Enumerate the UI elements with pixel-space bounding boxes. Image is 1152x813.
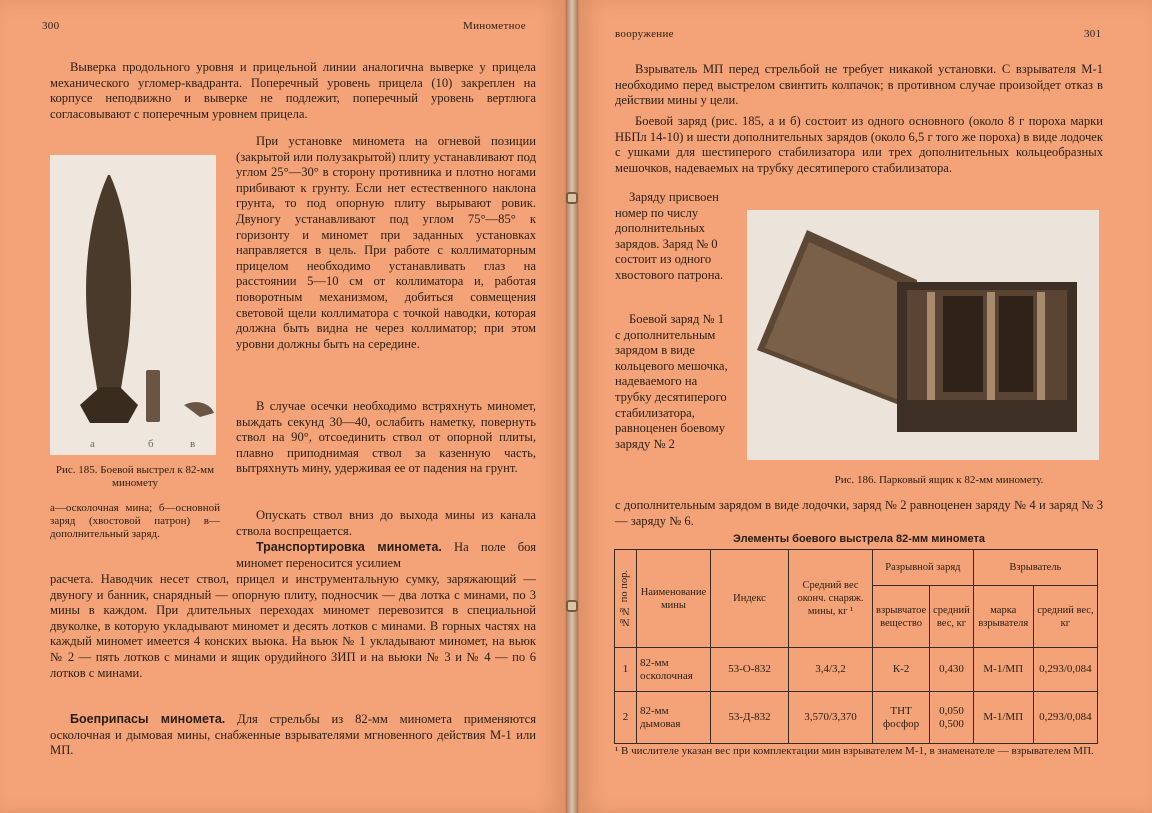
th-num-text: №№ по пор.: [619, 570, 630, 627]
figure-186-photo: [747, 210, 1099, 460]
cell-charge-weight: 0,430: [930, 648, 974, 692]
book-gutter: [566, 0, 578, 813]
th-fuze-mark: марка взрывателя: [973, 586, 1033, 648]
right-para-3: Заряду присвоен номер по числу дополнительных зарядов. Заряд № 0 состоит из одного хвостового патрона.: [615, 190, 724, 282]
right-para-2: Боевой заряд (рис. 185, а и б) состоит из одного основного (около 8 г пороха марки НБПл 14-10) и шести дополнительных зарядов (около 6,5 г того же пороха) в виде лодочек с ушками для шестиперого стабилизатора или трех дополнительных кольцеобразных мешочков, надеваемых на трубку десятиперого стабилизатора.: [615, 114, 1103, 175]
left-running-head: Минометное: [463, 20, 526, 32]
mines-stack-1-shape: [943, 296, 983, 392]
cell-fuze: М-1/МП: [973, 692, 1033, 744]
figure-185-legend: а—осколочная мина; б—основной заряд (хвостовой патрон) в—дополнительный заряд.: [50, 502, 220, 540]
th-num: [615, 550, 637, 648]
staple-top: [566, 192, 578, 204]
ammo-elements-table: [614, 549, 1098, 744]
fig-letter-a: а: [90, 438, 95, 450]
transport-text-start: На поле боя миномет переносится усилием: [236, 540, 536, 570]
divider-2-shape: [987, 292, 995, 400]
right-para-5: с дополнительным зарядом в виде лодочки, заряд № 2 равноценен заряду № 4 и заряд № 3 — заряду № 6.: [615, 498, 1103, 528]
table-footnote: ¹ В числителе указан вес при комплектации мин взрывателем М-1, в знаменателе — взрывателем МП.: [615, 745, 1094, 757]
mines-stack-2-shape: [999, 296, 1033, 392]
cell-name: 82-мм осколочная: [637, 648, 711, 692]
table-title: Элементы боевого выстрела 82-мм миномета: [733, 533, 985, 545]
figure-185-caption: Рис. 185. Боевой выстрел к 82-мм миномету: [55, 464, 215, 489]
divider-3-shape: [1037, 292, 1045, 400]
th-fuze: Взрыватель: [973, 550, 1097, 586]
additional-charge-shape: [184, 402, 214, 417]
fragmentation-mine-shape: [86, 175, 131, 395]
cell-index: 53-О-832: [711, 648, 789, 692]
right-para-1: Взрыватель МП перед стрельбой не требует никакой установки. С взрывателя М-1 необходимо перед выстрелом свинтить колпачок; в противном случае произойдет отказ в действии мины у цели.: [615, 62, 1103, 108]
cell-num: 2: [615, 692, 637, 744]
left-para-5-rest: расчета. Наводчик несет ствол, прицел и инструментальную сумку, заряжающий — двуногу и банник, снарядный — опорную плиту, подносчик — два лотка с минами, по 3 мины в каждом. При длительных переходах миномет перевозится в специальной двуколке, в которую укладывают миномет и десять лотков с минами. В горных частях на каждый миномет имеется 4 конских вьюка. На вьюк № 1 укладывают миномет, на вьюк № 2 — пять лотков с минами и ящик орудийного ЗИП и на вьюки № 3 и № 4 — по 6 лотков с минами.: [50, 572, 536, 680]
transport-heading: Транспортировка миномета.: [256, 540, 442, 554]
th-charge-weight: средний вес, кг: [930, 586, 974, 648]
main-charge-shape: [146, 370, 160, 422]
cell-weight: 3,4/3,2: [789, 648, 873, 692]
table-row: [615, 648, 1098, 692]
fig-letter-v: в: [190, 438, 196, 450]
cell-weight: 3,570/3,370: [789, 692, 873, 744]
cell-charge-weight: 0,050 0,500: [930, 692, 974, 744]
table-row: [615, 692, 1098, 744]
cell-name: 82-мм дымовая: [637, 692, 711, 744]
th-charge: Разрывной заряд: [873, 550, 974, 586]
th-fuze-weight: средний вес, кг: [1033, 586, 1097, 648]
cell-num: 1: [615, 648, 637, 692]
left-para-3: В случае осечки необходимо встряхнуть миномет, выждать секунд 30—40, ослабить наметку, повернуть ствол на 90°, отсоединить ствол от опорной плиты, плавно приподнимая ствол за казенную часть, вытряхнуть мину, удерживая ее от падения на грунт.: [236, 399, 536, 476]
th-index: Индекс: [711, 550, 789, 648]
figure-185-photo: [50, 155, 216, 455]
figure-186-caption: Рис. 186. Парковый ящик к 82-мм миномету.: [834, 474, 1044, 486]
park-box-illustration: [747, 210, 1099, 460]
right-page-number: 301: [1084, 28, 1102, 40]
right-running-head: вооружение: [615, 28, 674, 40]
cell-substance: ТНТ фосфор: [873, 692, 930, 744]
cell-substance: К-2: [873, 648, 930, 692]
staple-bottom: [566, 600, 578, 612]
cell-fuze: М-1/МП: [973, 648, 1033, 692]
stabilizer-fins-shape: [80, 387, 138, 423]
fig-letter-b: б: [148, 438, 154, 450]
left-para-2: При установке миномета на огневой позиции (закрытой или полузакрытой) плиту устанавливают под углом 25°—30° в сторону противника и плотно ногами прибивают к грунту. Если нет естественного наклона грунта, то под опорную плиту вырывают ровик. Двуногу устанавливают под углом 75°—85° к горизонту и миномет при заданных установках направляется в цель. При работе с коллиматорным прицелом необходимо устанавливать глаз на расстоянии 5—10 см от коллиматора и, работая поворотным механизмом, добиться совмещения световой щели коллиматора с точкой наводки, которая должна быть видна не через коллиматор; при этом уровни должны быть на середине.: [236, 134, 536, 351]
left-para-5-start: [236, 540, 536, 571]
left-para-4: Опускать ствол вниз до выхода мины из канала ствола воспрещается.: [236, 508, 536, 538]
left-page-number: 300: [42, 20, 60, 32]
left-para-6: [50, 712, 536, 759]
th-name: Наименование мины: [637, 550, 711, 648]
divider-1-shape: [927, 292, 935, 400]
left-para-1: Выверка продольного уровня и прицельной линии аналогична выверке у прицела механического угломер-квадранта. Поперечный уровень прицела (10) закреплен на корпусе неподвижно и выверке не подлежит, поперечный уровень вертлюга согласовывают с поперечным уровнем прицела.: [50, 60, 536, 121]
cell-fuze-weight: 0,293/0,084: [1033, 648, 1097, 692]
table-header-row-1: [615, 550, 1098, 586]
th-weight: Средний вес оконч. снаряж. мины, кг ¹: [789, 550, 873, 648]
cell-fuze-weight: 0,293/0,084: [1033, 692, 1097, 744]
left-page: [0, 0, 566, 813]
cell-index: 53-Д-832: [711, 692, 789, 744]
mortar-round-illustration: [50, 155, 216, 455]
th-charge-substance: взрывчатое вещество: [873, 586, 930, 648]
ammo-text: Для стрельбы из 82-мм миномета применяются осколочная и дымовая мины, снабженные взрывателями мгновенного действия М-1 или МП.: [50, 712, 536, 758]
ammo-heading: Боеприпасы миномета.: [70, 712, 226, 726]
right-para-4: Боевой заряд № 1 с дополнительным зарядом в виде кольцевого мешочка, надеваемого на трубку десятиперого стабилизатора, равноценен боевому заряду № 2: [615, 312, 728, 451]
